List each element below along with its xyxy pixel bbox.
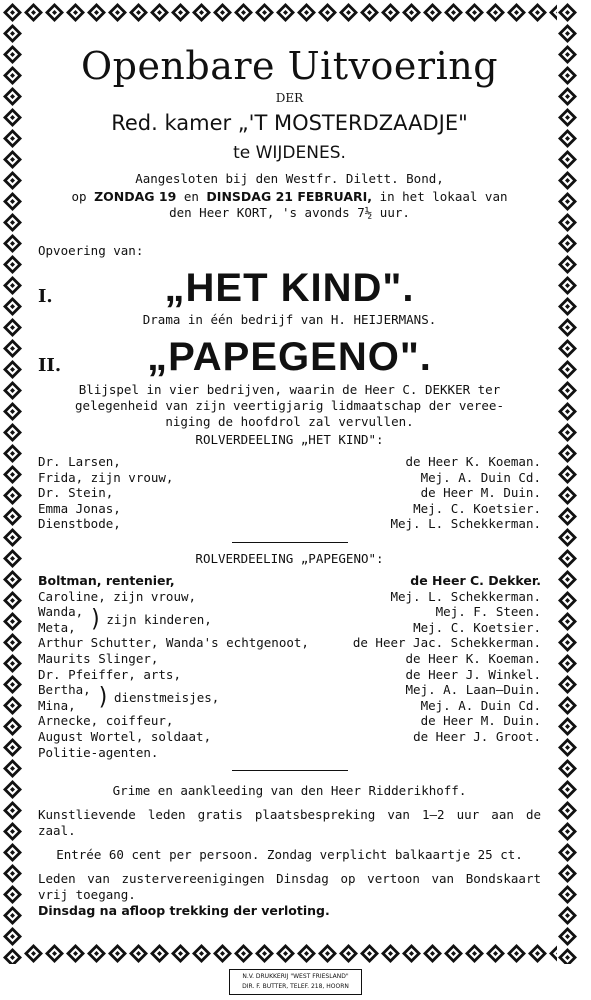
affiliation-line: Aangesloten bij den Westfr. Dilett. Bond, xyxy=(135,171,444,186)
border-top xyxy=(2,2,578,23)
printer-line: DIR. F. BUTTER, TELEF. 218, HOORN xyxy=(242,983,349,990)
group-label: dienstmeisjes, xyxy=(113,689,220,705)
place-line: te WIJDENES. xyxy=(233,143,346,163)
cast-row xyxy=(38,745,541,761)
actor: de Heer J. Winkel. xyxy=(405,666,541,682)
play-2-description xyxy=(38,382,541,430)
cast-row xyxy=(38,516,541,532)
cast-row xyxy=(38,470,541,486)
role: Arthur Schutter, Wanda's echtgenoot, xyxy=(38,635,309,651)
cast-group-dienstmeisjes xyxy=(38,682,541,713)
note-grime: Grime en aankleeding van den Heer Ridderikhoff. xyxy=(112,783,467,799)
date-day1: ZONDAG 19 xyxy=(94,189,177,204)
actor: Mej. A. Duin Cd. xyxy=(420,469,541,485)
role: Dr. Pfeiffer, arts, xyxy=(38,666,181,682)
role: Bertha, xyxy=(38,682,91,698)
actor: Mej. A. Duin Cd. xyxy=(420,697,541,713)
brace-icon: ) xyxy=(89,605,103,633)
actor: de Heer M. Duin. xyxy=(420,485,541,501)
role: Wanda, xyxy=(38,604,84,620)
opvoering-label: Opvoering van: xyxy=(38,243,144,258)
printer-imprint xyxy=(229,969,362,995)
description-line: Blijspel in vier bedrijven, waarin de Heer C. DEKKER ter xyxy=(78,382,501,397)
date-and: en xyxy=(183,189,199,204)
cast-kind-title: ROLVERDEELING „HET KIND": xyxy=(195,432,384,447)
play-2-title: „PAPEGENO". xyxy=(147,335,432,379)
poster-content xyxy=(38,30,541,950)
cast-row xyxy=(38,635,541,651)
play-1-subtitle: Drama in één bedrijf van H. HEIJERMANS. xyxy=(142,312,437,327)
der-line: DER xyxy=(275,91,304,105)
role: Emma Jonas, xyxy=(38,500,121,516)
printer-line: N.V. DRUKKERIJ "WEST FRIESLAND" xyxy=(242,973,349,980)
actor: Mej. L. Schekkerman. xyxy=(390,588,541,604)
actor: Mej. L. Schekkerman. xyxy=(390,516,541,532)
note-kunst: Kunstlievende leden gratis plaatsbespreking van 1—2 uur aan de zaal. xyxy=(38,807,541,839)
play-2-number: II. xyxy=(38,355,62,376)
actor: Mej. C. Koetsier. xyxy=(413,619,541,635)
date-prefix: op xyxy=(71,189,87,204)
role: Frida, zijn vrouw, xyxy=(38,469,174,485)
role: Dienstbode, xyxy=(38,516,121,532)
border-right xyxy=(557,2,578,964)
role: Caroline, zijn vrouw, xyxy=(38,588,197,604)
cast-papegeno-title: ROLVERDEELING „PAPEGENO": xyxy=(195,550,384,566)
role: Dr. Stein, xyxy=(38,485,114,501)
club-name: Red. kamer „'T MOSTERDZAADJE" xyxy=(111,111,468,135)
play-1 xyxy=(38,267,541,309)
notes xyxy=(38,783,541,919)
brace-icon: ) xyxy=(96,683,110,711)
play-2 xyxy=(38,336,541,378)
cast-row xyxy=(38,729,541,745)
role: Dr. Larsen, xyxy=(38,454,121,469)
actor: Mej. A. Laan—Duin. xyxy=(405,682,541,698)
role: Politie-agenten. xyxy=(38,744,159,760)
cast-group-kinderen xyxy=(38,604,541,635)
description-line: niging de hoofdrol zal vervullen. xyxy=(165,414,414,429)
actor: Mej. C. Koetsier. xyxy=(413,500,541,516)
note-entree: Entrée 60 cent per persoon. Zondag verplicht balkaartje 25 ct. xyxy=(56,847,523,863)
actor: de Heer C. Dekker. xyxy=(410,572,541,588)
note-leden: Leden van zustervereenigingen Dinsdag op vertoon van Bondskaart vrij toegang. xyxy=(38,871,541,903)
role: Arnecke, coiffeur, xyxy=(38,713,174,729)
cast-row xyxy=(38,485,541,501)
date-line-2: den Heer KORT, 's avonds 7½ uur. xyxy=(169,205,410,220)
poster-title: Openbare Uitvoering xyxy=(80,44,499,88)
actor: de Heer K. Koeman. xyxy=(405,650,541,666)
actor: de Heer Jac. Schekkerman. xyxy=(352,635,541,651)
actor: Mej. F. Steen. xyxy=(435,604,541,620)
cast-row xyxy=(38,589,541,605)
divider xyxy=(232,542,348,543)
play-1-number: I. xyxy=(38,286,53,307)
role: Boltman, rentenier, xyxy=(38,572,175,588)
role: Meta, xyxy=(38,619,76,635)
group-label: zijn kinderen, xyxy=(106,611,212,627)
date-line xyxy=(38,189,541,205)
divider xyxy=(232,770,348,771)
cast-papegeno-list xyxy=(38,573,541,760)
border-left xyxy=(2,2,23,964)
cast-row xyxy=(38,501,541,517)
actor: de Heer M. Duin. xyxy=(420,713,541,729)
note-final: Dinsdag na afloop trekking der verloting. xyxy=(38,903,330,919)
actor: de Heer K. Koeman. xyxy=(405,454,541,469)
role: August Wortel, soldaat, xyxy=(38,728,212,744)
description-line: gelegenheid van zijn veertigjarig lidmaatschap der veree- xyxy=(75,398,504,413)
actor: de Heer J. Groot. xyxy=(413,728,541,744)
play-1-title: „HET KIND". xyxy=(164,266,415,310)
cast-row xyxy=(38,651,541,667)
cast-row-lead xyxy=(38,573,541,589)
role: Maurits Slinger, xyxy=(38,650,159,666)
cast-row xyxy=(38,454,541,470)
cast-kind-list xyxy=(38,454,541,532)
date-suffix: in het lokaal van xyxy=(379,189,508,204)
cast-row xyxy=(38,667,541,683)
cast-row xyxy=(38,713,541,729)
date-day2: DINSDAG 21 FEBRUARI, xyxy=(206,189,373,204)
role: Mina, xyxy=(38,697,76,713)
